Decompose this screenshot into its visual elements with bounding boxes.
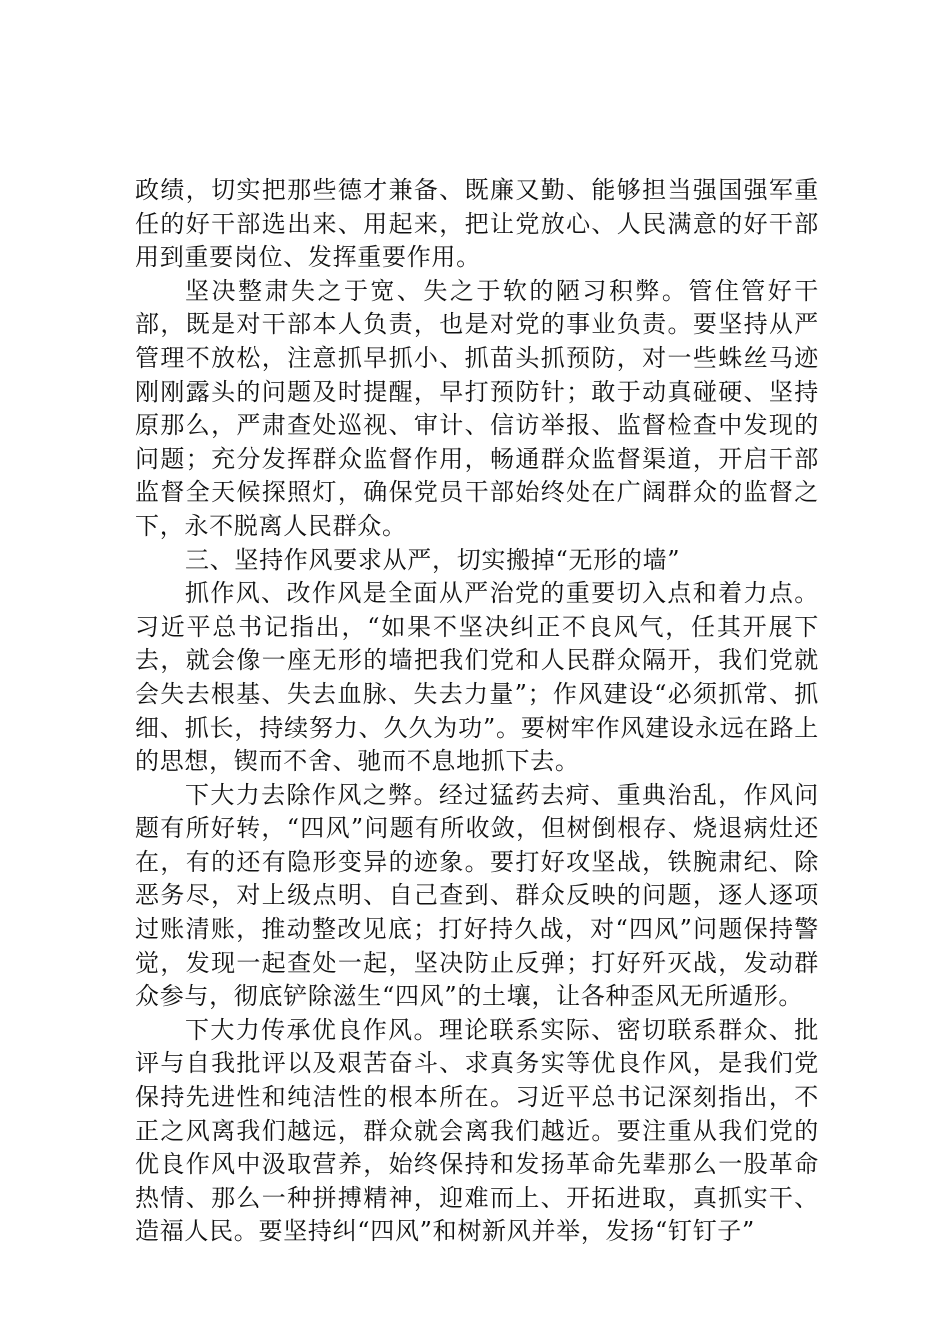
paragraph-continued: 政绩，切实把那些德才兼备、既廉又勤、能够担当强国强军重任的好干部选出来、用起来，把让党放心、人民满意的好干部用到重要岗位、发挥重要作用。 [135, 176, 819, 272]
paragraph-remove-bad-style: 下大力去除作风之弊。经过猛药去疴、重典治乱，作风问题有所好转，“四风”问题有所收敛，但树倒根存、烧退病灶还在，有的还有隐形变异的迹象。要打好攻坚战，铁腕肃纪、除恶务尽，对上级点明、自己查到、群众反映的问题，逐人逐项过账清账，推动整改见底；打好持久战，对“四风”问题保持警觉，发现一起查处一起，坚决防止反弹；打好歼灭战，发动群众参与，彻底铲除滋生“四风”的土壤，让各种歪风无所遁形。 [135, 780, 819, 1011]
paragraph-inherit-good-style: 下大力传承优良作风。理论联系实际、密切联系群众、批评与自我批评以及艰苦奋斗、求真务实等优良作风，是我们党保持先进性和纯洁性的根本所在。习近平总书记深刻指出，不正之风离我们越远，群众就会离我们越近。要注重从我们党的优良作风中汲取营养，始终保持和发扬革命先辈那么一股革命热情、那么一种拼搏精神，迎难而上、开拓进取，真抓实干、造福人民。要坚持纠“四风”和树新风并举，发扬“钉钉子” [135, 1015, 819, 1246]
paragraph-cadre-supervision: 坚决整肃失之于宽、失之于软的陋习积弊。管住管好干部，既是对干部本人负责，也是对党的事业负责。要坚持从严管理不放松，注意抓早抓小、抓苗头抓预防，对一些蛛丝马迹刚刚露头的问题及时提醒，早打预防针；敢于动真碰硬、坚持原那么，严肃查处巡视、审计、信访举报、监督检查中发现的问题；充分发挥群众监督作用，畅通群众监督渠道，开启干部监督全天候探照灯，确保党员干部始终处在广阔群众的监督之下，永不脱离人民群众。 [135, 276, 819, 540]
body-text [135, 174, 819, 1249]
paragraph-work-style: 抓作风、改作风是全面从严治党的重要切入点和着力点。习近平总书记指出，“如果不坚决纠正不良风气，任其开展下去，就会像一座无形的墙把我们党和人民群众隔开，我们党就会失去根基、失去血脉、失去力量”；作风建设“必须抓常、抓细、抓长，持续努力、久久为功”。要树牢作风建设永远在路上的思想，锲而不舍、驰而不息地抓下去。 [135, 579, 819, 776]
section-heading-3: 三、坚持作风要求从严，切实搬掉“无形的墙” [185, 545, 681, 574]
